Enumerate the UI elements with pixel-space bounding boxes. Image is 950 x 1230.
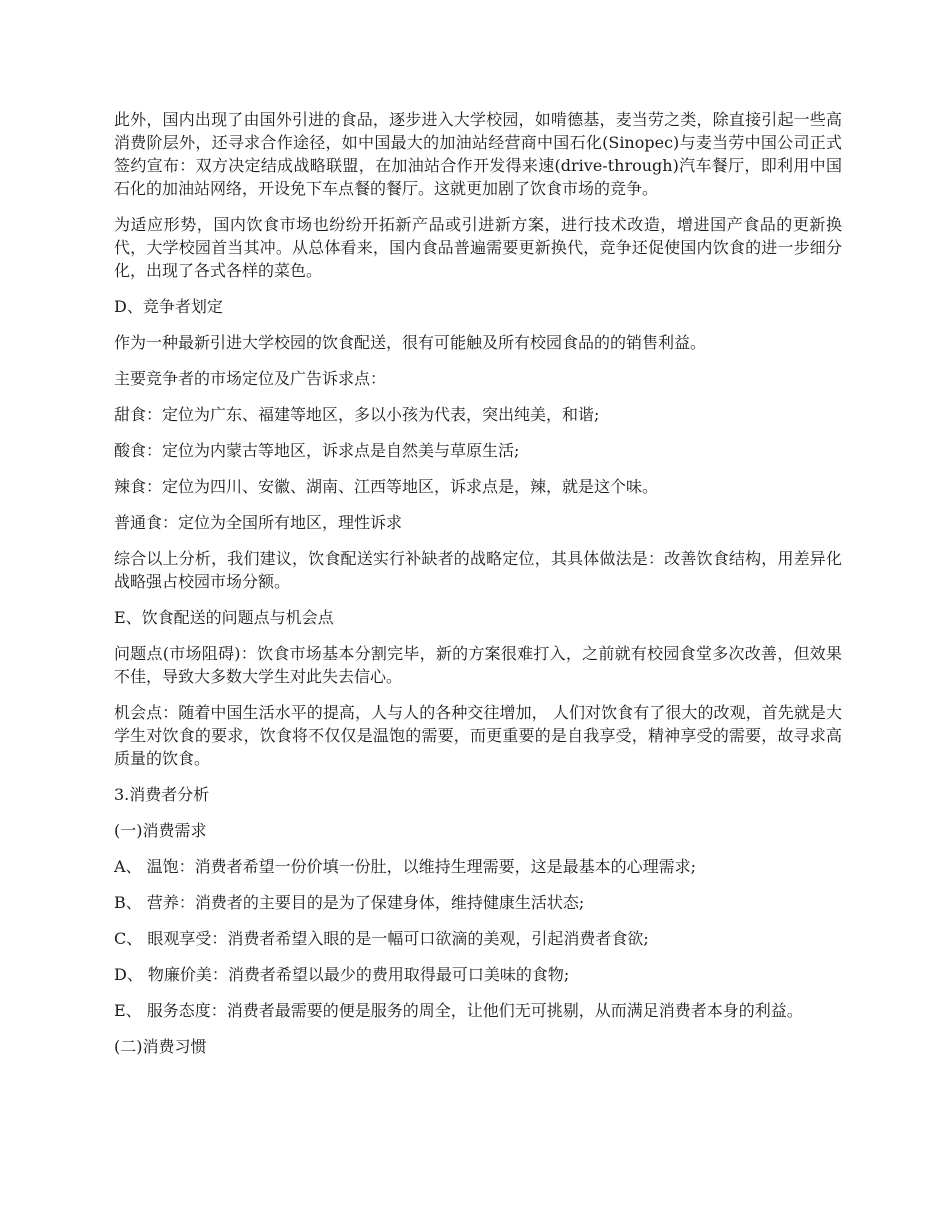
paragraph-intro-foreign-food: 此外，国内出现了由国外引进的食品，逐步进入大学校园，如啃德基，麦当劳之类，除直接引起一些高消费阶层外，还寻求合作途径，如中国最大的加油站经营商中国石化(Sinopec)与麦当劳中国公司正式签约宣布：双方决定结成战略联盟，在加油站合作开发得来速(drive-through)汽车餐厅，即利用中国石化的加油站网络，开设免下车点餐的餐厅。这就更加剧了饮食市场的竞争。 [114,110,842,198]
paragraph-delivery-impact: 作为一种最新引进大学校园的饮食配送，很有可能触及所有校园食品的的销售利益。 [114,333,707,352]
list-item-demand-b: B、 营养：消费者的主要目的是为了保建身体，维持健康生活状态; [114,893,585,912]
list-item-demand-e: E、 服务态度：消费者最需要的便是服务的周全，让他们无可挑剔，从而满足消费者本身的利益。 [114,1001,803,1020]
subheading-consumer-demand: (一)消费需求 [114,821,207,840]
paragraph-competitor-positioning: 主要竞争者的市场定位及广告诉求点： [114,369,387,388]
list-item-spicy-food: 辣食：定位为四川、安徽、湖南、江西等地区，诉求点是，辣，就是这个味。 [114,477,659,496]
list-item-ordinary-food: 普通食：定位为全国所有地区，理性诉求 [114,513,403,532]
list-item-sour-food: 酸食：定位为内蒙古等地区，诉求点是自然美与草原生活; [114,441,520,460]
list-item-demand-d: D、 物廉价美：消费者希望以最少的费用取得最可口美味的食物; [114,965,570,984]
heading-problems-opportunities: E、饮食配送的问题点与机会点 [114,608,334,627]
paragraph-opportunity-point: 机会点：随着中国生活水平的提高，人与人的各种交往增加， 人们对饮食有了很大的改观，首先就是大学生对饮食的要求，饮食将不仅仅是温饱的需要，而更重要的是自我享受，精神享受的需要，故寻求高质量的饮食。 [114,703,842,768]
subheading-consumer-habits: (二)消费习惯 [114,1037,207,1056]
paragraph-domestic-market: 为适应形势，国内饮食市场也纷纷开拓新产品或引进新方案，进行技术改造，增进国产食品的更新换代，大学校园首当其冲。从总体看来，国内食品普遍需要更新换代，竞争还促使国内饮食的进一步细分化，出现了各式各样的菜色。 [114,215,842,280]
document-page [114,108,842,1071]
paragraph-problem-point: 问题点(市场阻碍)：饮食市场基本分割完毕，新的方案很难打入，之前就有校园食堂多次改善，但效果不佳，导致大多数大学生对此失去信心。 [114,644,842,686]
heading-competitor-definition: D、竞争者划定 [114,297,223,316]
list-item-demand-a: A、 温饱：消费者希望一份价填一份肚，以维持生理需要，这是最基本的心理需求; [114,857,697,876]
heading-consumer-analysis: 3.消费者分析 [114,785,210,804]
list-item-demand-c: C、 眼观享受：消费者希望入眼的是一幅可口欲滴的美观，引起消费者食欲; [114,929,649,948]
paragraph-recommendation: 综合以上分析，我们建议，饮食配送实行补缺者的战略定位，其具体做法是：改善饮食结构，用差异化战略强占校园市场分额。 [114,549,842,591]
list-item-sweet-food: 甜食：定位为广东、福建等地区，多以小孩为代表，突出纯美，和谐; [114,405,600,424]
